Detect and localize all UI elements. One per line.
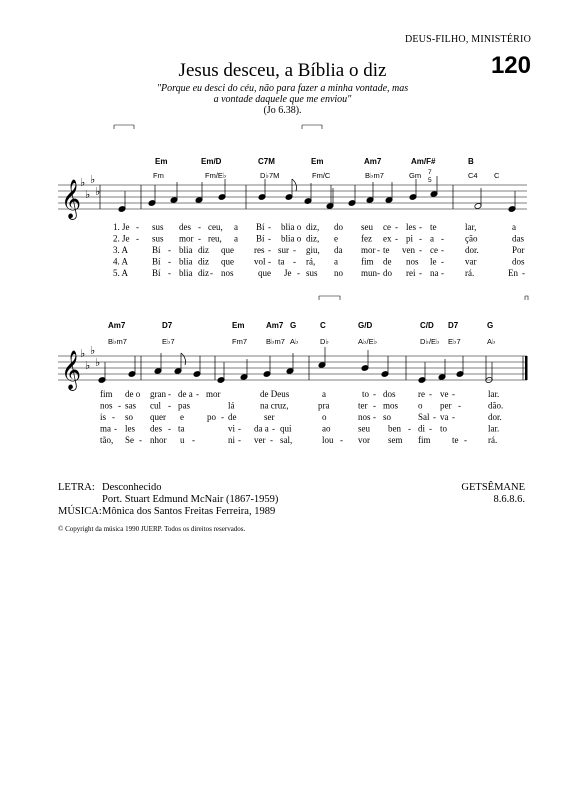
lyric-syllable: cul [150,400,161,411]
lyric-syllable: pi [406,233,414,244]
lyric-syllable: ta [278,256,285,267]
lyric-syllable: - [293,245,296,255]
lyric-syllable: mun [361,268,378,278]
lyric-syllable: a [512,222,516,232]
lyric-syllable: va [440,412,449,422]
lyric-syllable: - [429,389,432,399]
lyric-syllable: fim [418,435,431,445]
lyric-syllable: - [198,233,201,244]
bracket-line [114,125,134,129]
lyric-syllable: - [395,222,398,232]
hymn-title: Jesus desceu, a Bíblia o diz [178,60,387,81]
tune-info [461,482,525,506]
lyric-syllable: ven [402,245,415,255]
bracket-line [302,125,322,129]
lyric-syllable: ce [383,222,391,232]
chord-lower: Fm7 [232,337,247,346]
lyric-syllable: a [334,256,338,267]
lyric-syllable: mor [179,233,194,244]
lyric-syllable: blia [179,245,193,255]
lyric-syllable: no [334,268,343,278]
hymn-number: 120 [490,52,531,79]
lyric-syllable: de a [178,389,193,399]
lyric-syllable: ta [178,423,185,434]
lyric-syllable: - [433,412,436,422]
lyric-syllable: - [373,389,376,399]
lyric-syllable: 2. Je [113,233,130,244]
lyric-syllable: fim [100,389,113,399]
chord-figure-5: 5 [428,177,432,184]
lyric-syllable: 1. Je [113,222,130,232]
lyric-syllable: - [168,423,171,434]
flat-icon: ♭ [80,176,86,189]
lyric-syllable: a [234,233,238,244]
lyric-syllable: - [408,423,411,434]
lyric-syllable: mor [361,245,376,255]
lyric-syllable: - [419,222,422,232]
chord-upper: D7 [448,321,459,330]
lyric-syllable: to [440,423,448,434]
lyric-syllable: nos [358,412,371,422]
chord-upper: Em/D [201,157,222,166]
lyric-syllable: da [334,245,343,255]
lyric-syllable: fez [361,233,372,244]
lyric-syllable: nhor [150,435,167,445]
lyric-syllable: tão, [100,435,114,445]
lyric-syllable: seu [361,222,373,232]
lyric-syllable: o [418,400,423,411]
lyric-syllable: do [383,268,392,278]
lyric-syllable: ni [228,435,236,445]
lyric-syllable: que [221,256,234,267]
lyric-syllable: lar. [488,423,500,434]
lyric-syllable: - [373,412,376,422]
lyric-syllable: - [441,233,444,244]
chord-upper: G [487,321,494,330]
lyric-syllable: u [180,435,185,445]
lyric-syllable: blia [179,256,193,267]
chord-upper: C/D [420,321,434,330]
lyric-syllable: Bí [152,256,161,267]
lyric-syllable: - [522,268,525,278]
lyric-syllable: - [419,268,422,278]
lyric-syllable: En [508,268,518,278]
lyric-syllable: - [419,245,422,255]
lyric-syllable: de Deus [260,389,290,399]
lyric-syllable: - [441,245,444,255]
lyric-syllable: - [112,412,115,422]
chord-lower: B♭m7 [266,337,285,346]
lyric-syllable: rá. [488,435,498,445]
chord-upper: G [290,321,297,330]
lyric-syllable: - [196,389,199,399]
chord-upper: Am/F# [411,157,436,166]
lyric-syllable: le [430,256,437,267]
chord-lower: E♭7 [448,337,461,346]
tune-name: GETSÊMANE [461,482,525,493]
lyric-syllable: qui [280,423,292,434]
lyric-syllable: dos [512,256,525,267]
chord-lower: A♭/E♭ [358,337,378,346]
lyric-syllable: quer [150,412,166,422]
lyric-syllable: ce [430,245,438,255]
lyric-syllable: - [238,423,241,434]
lyric-syllable: lar. [488,389,500,399]
lyric-syllable: lou [322,435,334,445]
chord-lower: D♭ [320,337,329,346]
chord-upper: Am7 [364,157,382,166]
staff-system-1 [58,125,527,278]
lyric-syllable: nos [100,400,113,411]
lyric-syllable: - [429,423,432,434]
lyric-syllable: var [465,256,477,267]
lyric-syllable: dos [383,389,396,399]
lyric-syllable: des [150,423,162,434]
chord-upper: C7M [258,157,275,166]
lyric-syllable: lar, [465,222,477,232]
lyric-syllable: - [452,412,455,422]
lyric-syllable: - [419,233,422,244]
lyric-syllable: de [228,412,237,422]
lyric-syllable: res [254,245,265,255]
lyric-syllable: - [192,435,195,445]
lyric-syllable: diz [198,245,209,255]
chord-lower: D♭/E♭ [420,337,440,346]
lyric-syllable: mos [383,400,399,411]
lyric-syllable: na [430,268,439,278]
treble-clef-icon: 𝄞 [61,179,82,219]
lyric-syllable: reu, [208,233,222,244]
copyright: © Copyright da música 1990 JUERP. Todos os direitos reservados. [58,525,246,533]
chord-upper: Am7 [266,321,284,330]
lyric-syllable: 4. A [113,256,129,267]
chord-lower: A♭ [290,337,299,346]
lyric-syllable: o [322,412,327,422]
lyric-syllable: ma [100,423,111,434]
chord-lower: C4 [468,171,478,180]
lyric-syllable: - [272,423,275,434]
lyric-syllable: na cruz, [260,400,289,411]
flat-icon: ♭ [80,347,86,360]
hymn-category: DEUS-FILHO, MINISTÉRIO [404,34,531,45]
epigraph-reference: (Jo 6.38). [263,105,302,116]
lyric-syllable: diz [198,268,209,278]
letra-label: LETRA: [58,482,95,493]
chord-upper: Am7 [108,321,126,330]
lyric-syllable: sus [152,233,164,244]
chord-upper: B [468,157,474,166]
lyric-syllable: - [441,268,444,278]
lyric-syllable: so [125,412,134,422]
chord-lower: Fm/E♭ [205,171,227,180]
chord-lower: E♭7 [162,337,175,346]
lyric-syllable: pra [318,400,330,411]
lyric-syllable: lá [228,400,235,411]
lyric-syllable: is [100,412,107,422]
lyric-syllable: vol [254,256,266,267]
lyric-syllable: vi [228,423,236,434]
lyric-syllable: - [118,400,121,411]
lyric-syllable: de [383,256,392,267]
lyric-syllable: Bí [256,233,265,244]
lyric-syllable: te [383,245,390,255]
chord-upper: C [320,321,326,330]
lyric-syllable: - [377,268,380,278]
lyric-syllable: - [268,256,271,267]
translator-credit: Port. Stuart Edmund McNair (1867-1959) [102,494,279,505]
lyric-syllable: diz, [306,222,320,232]
lyric-syllable: que [258,268,271,278]
lyric-syllable: Sal [418,412,430,422]
note-flag [181,353,186,365]
lyric-syllable: - [139,435,142,445]
lyric-syllable: do [334,222,343,232]
lyric-syllable: diz, [306,233,320,244]
lyric-syllable: pas [178,400,190,411]
chord-lower: Fm/C [312,171,331,180]
lyric-syllable: ao [322,423,331,434]
lyric-syllable: - [340,435,343,445]
chord-lower: B♭m7 [365,171,384,180]
chord-lower: D♭7M [260,171,280,180]
lyric-syllable: - [168,400,171,411]
lyric-syllable: - [168,256,171,267]
credits [58,482,278,518]
chord-lower: C [494,171,500,180]
lyric-syllable: rá, [306,256,316,267]
lyric-syllable: - [377,245,380,255]
lyric-syllable: rei [406,268,416,278]
chord-upper: D7 [162,321,173,330]
lyric-syllable: sas [125,400,136,411]
final-barline-thick [525,356,528,380]
lyric-syllable: re [418,389,425,399]
chord-lower: Fm [153,171,164,180]
staff-system-2 [58,296,528,445]
epigraph-line-2: a vontade daquele que me enviou" [213,94,352,105]
lyric-syllable: to [362,389,370,399]
lyric-syllable: - [168,268,171,278]
bracket-line [525,296,528,300]
flat-icon: ♭ [95,356,101,369]
lyric-syllable: per [440,400,452,411]
lyric-syllable: Bí [152,245,161,255]
lyric-syllable: e [334,233,338,244]
lyric-syllable: - [268,233,271,244]
flat-icon: ♭ [85,188,91,201]
lyric-syllable: ver [254,435,266,445]
lyric-syllable: dor. [488,412,502,422]
lyric-syllable: - [136,222,139,232]
musica-label: MÚSICA: [58,506,102,517]
lyric-syllable: - [464,435,467,445]
lyric-syllable: - [373,400,376,411]
lyric-syllable: mor [206,389,221,399]
lyric-syllable: ben [388,423,401,434]
lyric-syllable: sus [306,268,318,278]
lyric-syllable: ex [383,233,392,244]
lyric-syllable: te [452,435,459,445]
lyric-syllable: blia o [281,222,302,232]
lyric-syllable: Bí [152,268,161,278]
lyric-syllable: e [180,412,184,422]
lyric-syllable: les [406,222,416,232]
lyric-syllable: te [430,222,437,232]
flat-icon: ♭ [85,359,91,372]
lyric-syllable: blia o [281,233,302,244]
lyric-syllable: Se [125,435,134,445]
lyric-syllable: ceu, [208,222,223,232]
lyric-syllable: - [210,268,213,278]
chord-upper: Em [311,157,324,166]
flat-icon: ♭ [90,344,96,357]
lyric-syllable: dor. [465,245,479,255]
lyric-syllable: a [234,222,238,232]
lyric-syllable: des [179,222,191,232]
treble-clef-icon: 𝄞 [61,350,82,390]
chord-upper: G/D [358,321,373,330]
chord-lower: Gm [409,171,422,180]
lyric-syllable: vor [358,435,370,445]
lyric-syllable: nos [406,256,419,267]
lyric-syllable: ve [440,389,449,399]
letra-value: Desconhecido [102,482,162,493]
lyric-syllable: - [441,256,444,267]
lyric-syllable: po [207,412,216,422]
lyric-syllable: rá. [465,268,475,278]
lyric-syllable: nos [221,268,234,278]
lyric-syllable: - [221,412,224,422]
lyric-syllable: - [452,389,455,399]
lyric-syllable: - [297,268,300,278]
meter: 8.6.8.6. [493,494,525,505]
lyric-syllable: a [322,389,326,399]
lyric-syllable: blia [179,268,193,278]
lyric-syllable: que [221,245,234,255]
musica-value: Mônica dos Santos Freitas Ferreira, 1989 [102,506,276,517]
lyric-syllable: Bí [256,222,265,232]
lyric-syllable: so [383,412,392,422]
lyric-syllable: dão. [488,400,504,411]
lyric-syllable: - [268,245,271,255]
lyric-syllable: Por [512,245,525,255]
lyric-syllable: sur [278,245,289,255]
lyric-syllable: ter [358,400,368,411]
chord-lower: B♭m7 [108,337,127,346]
flat-icon: ♭ [95,185,101,198]
lyric-syllable: - [238,435,241,445]
lyric-syllable: 3. A [113,245,129,255]
lyric-syllable: sal, [280,435,293,445]
lyric-syllable: - [114,423,117,434]
lyric-syllable: ser [264,412,275,422]
lyric-syllable: - [198,222,201,232]
lyric-syllable: - [168,245,171,255]
lyric-syllable: da a [254,423,269,434]
lyric-syllable: seu [358,423,370,434]
chord-upper: Em [232,321,245,330]
lyric-syllable: das [512,233,524,244]
lyric-syllable: - [395,233,398,244]
lyric-syllable: les [125,423,135,434]
chord-upper: Em [155,157,168,166]
lyric-syllable: ção [465,233,478,244]
lyric-syllable: a [430,233,434,244]
lyric-syllable: - [458,400,461,411]
lyric-syllable: - [293,256,296,267]
epigraph-line-1: "Porque eu desci do céu, não para fazer a minha vontade, mas [156,83,409,94]
lyric-syllable: - [270,435,273,445]
chord-lower: A♭ [487,337,496,346]
lyric-syllable: gran [150,389,166,399]
lyric-syllable: fim [361,256,374,267]
lyric-syllable: - [136,233,139,244]
lyric-syllable: - [168,389,171,399]
flat-icon: ♭ [90,173,96,186]
chord-figure-7: 7 [428,169,432,176]
lyric-syllable: giu, [306,245,320,255]
lyric-syllable: Je [284,268,292,278]
lyric-syllable: 5. A [113,268,129,278]
lyric-syllable: di [418,423,426,434]
bracket-line [319,296,340,300]
lyric-syllable: diz [198,256,209,267]
lyric-syllable: sus [152,222,164,232]
lyric-syllable: - [268,222,271,232]
lyric-syllable: de o [125,389,141,399]
lyric-syllable: sem [388,435,403,445]
